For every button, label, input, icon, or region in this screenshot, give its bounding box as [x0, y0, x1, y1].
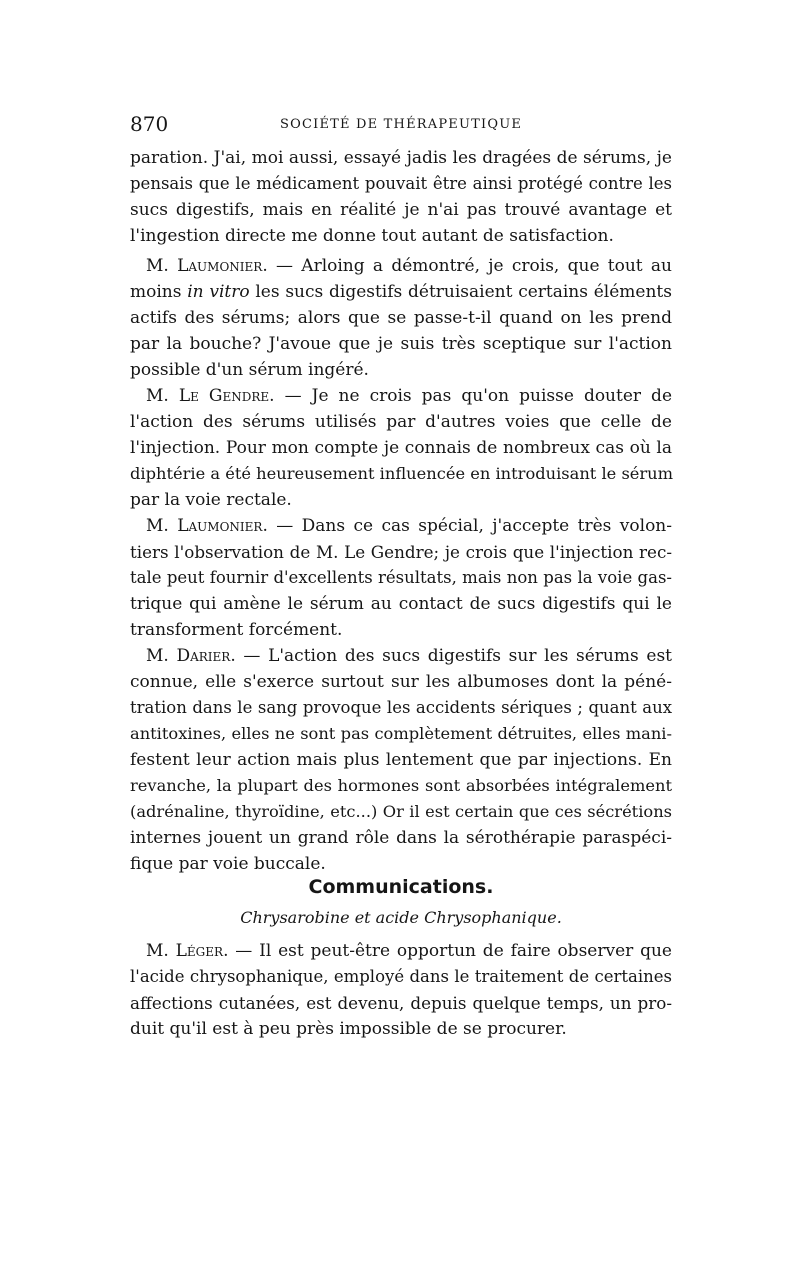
speech-text: — Arloing a démontré, je crois, que tout au — [267, 256, 672, 276]
page-number: 870 — [130, 112, 169, 136]
text-line — [130, 643, 672, 669]
text-line: tration dans le sang provoque les accidents sériques ; quant aux — [130, 698, 672, 717]
text-line: (adrénaline, thyroïdine, etc...) Or il est certain que ces sécrétions — [130, 802, 672, 821]
text-line: l'ingestion directe me donne tout autant de satisfaction. — [130, 226, 614, 246]
text-line: duit qu'il est à peu près impossible de se procurer. — [130, 1019, 567, 1039]
text-line — [130, 383, 672, 409]
text-line: festent leur action mais plus lentement que par injections. En — [130, 750, 672, 770]
text-segment: moins — [130, 282, 188, 302]
text-line — [130, 513, 672, 539]
text-line: transforment forcément. — [130, 620, 343, 640]
text-line: antitoxines, elles ne sont pas complètement détruites, elles mani- — [130, 724, 672, 743]
text-line: par la bouche? J'avoue que je suis très sceptique sur l'action — [130, 334, 672, 354]
running-title: SOCIÉTÉ DE THÉRAPEUTIQUE — [280, 117, 523, 132]
text-line: revanche, la plupart des hormones sont absorbées intégralement — [130, 776, 672, 795]
text-line — [130, 253, 672, 279]
speaker-name: M. Léger. — [146, 941, 229, 961]
speaker-name: M. Laumonier. — [146, 516, 268, 536]
text-line: trique qui amène le sérum au contact de sucs digestifs qui le — [130, 594, 672, 614]
text-line — [130, 938, 672, 964]
text-line: paration. J'ai, moi aussi, essayé jadis les dragées de sérums, je — [130, 148, 672, 168]
speech-text: — Je ne crois pas qu'on puisse douter de — [274, 386, 672, 406]
speaker-name: M. Le Gendre. — [146, 386, 275, 406]
text-line: diphtérie a été heureusement influencée en introduisant le sérum — [130, 464, 674, 483]
text-segment: les sucs digestifs détruisaient certains éléments — [249, 282, 672, 302]
text-line: tiers l'observation de M. Le Gendre; je crois que l'injection rec- — [130, 542, 672, 562]
speech-text: — L'action des sucs digestifs sur les sérums est — [235, 646, 673, 666]
text-line: possible d'un sérum ingéré. — [130, 360, 369, 380]
text-line: sucs digestifs, mais en réalité je n'ai pas trouvé avantage et — [130, 200, 672, 220]
section-heading: Communications. — [308, 876, 494, 898]
section-subtitle: Chrysarobine et acide Chrysophanique. — [240, 908, 562, 927]
speaker-name: M. Darier. — [146, 646, 236, 666]
text-line: affections cutanées, est devenu, depuis quelque temps, un pro- — [130, 993, 672, 1013]
text-line: fique par voie buccale. — [130, 854, 326, 874]
italic-phrase: in vitro — [187, 282, 250, 302]
speaker-name: M. Laumonier. — [146, 256, 268, 276]
text-line: l'injection. Pour mon compte je connais de nombreux cas où la — [130, 438, 672, 458]
text-line: connue, elle s'exerce surtout sur les albumoses dont la péné- — [130, 672, 672, 692]
text-line: actifs des sérums; alors que se passe-t-il quand on les prend — [130, 308, 672, 328]
text-line: pensais que le médicament pouvait être ainsi protégé contre les — [130, 174, 672, 193]
page-header — [130, 112, 672, 142]
text-line: internes jouent un grand rôle dans la sérothérapie paraspéci- — [130, 828, 672, 848]
speech-text: — Il est peut-être opportun de faire observer que — [228, 941, 672, 961]
text-line — [130, 279, 672, 305]
text-line: l'acide chrysophanique, employé dans le traitement de certaines — [130, 967, 672, 986]
text-line: tale peut fournir d'excellents résultats, mais non pas la voie gas- — [130, 568, 672, 587]
text-line: par la voie rectale. — [130, 490, 292, 510]
text-line: l'action des sérums utilisés par d'autres voies que celle de — [130, 412, 672, 432]
speech-text: — Dans ce cas spécial, j'accepte très volon- — [267, 516, 672, 536]
